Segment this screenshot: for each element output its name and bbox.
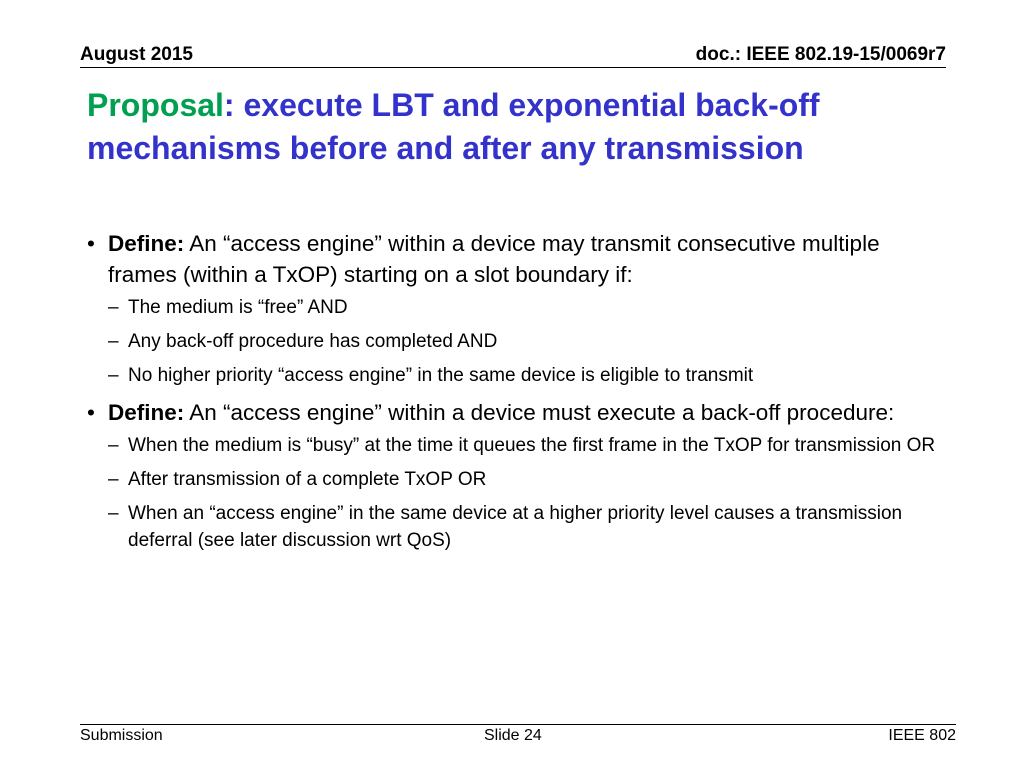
footer-divider: [80, 724, 956, 725]
footer-org: IEEE 802: [888, 727, 956, 744]
sub-bullet-text: No higher priority “access engine” in the same device is eligible to transmit: [128, 365, 754, 386]
dash-icon: –: [108, 503, 119, 524]
bullet-text: An “access engine” within a device may transmit consecutive multiple frames (within a TxOP) starting on a slot boundary if:: [108, 231, 880, 287]
header-doc-id: doc.: IEEE 802.19-15/0069r7: [695, 44, 946, 65]
slide-body: [87, 228, 947, 561]
bullet-dot-icon: •: [87, 400, 95, 425]
sub-bullet: [87, 466, 947, 493]
dash-icon: –: [108, 297, 119, 318]
bullet-define-transmit: [87, 228, 947, 290]
bullet-dot-icon: •: [87, 231, 95, 256]
sub-bullet: [87, 294, 947, 321]
bullet-label: Define:: [108, 400, 185, 425]
sub-bullet: [87, 432, 947, 459]
dash-icon: –: [108, 331, 119, 352]
bullet-label: Define:: [108, 231, 185, 256]
header-divider: [80, 67, 946, 68]
footer-submission: Submission: [80, 727, 163, 744]
sub-bullet: [87, 362, 947, 389]
dash-icon: –: [108, 469, 119, 490]
title-keyword: Proposal: [87, 87, 224, 123]
sub-bullet: [87, 328, 947, 355]
sub-bullet-text: After transmission of a complete TxOP OR: [128, 469, 487, 490]
sub-bullet: [87, 500, 947, 554]
header-date: August 2015: [80, 44, 193, 65]
footer-slide-number: Slide 24: [484, 727, 542, 744]
sub-bullet-text: Any back-off procedure has completed AND: [128, 331, 498, 352]
sub-bullet-text: When an “access engine” in the same device at a higher priority level causes a transmission deferral (see later discussion wrt QoS): [128, 503, 903, 551]
sub-bullet-text: The medium is “free” AND: [128, 297, 348, 318]
dash-icon: –: [108, 365, 119, 386]
slide-title: [87, 84, 957, 170]
sub-bullet-text: When the medium is “busy” at the time it queues the first frame in the TxOP for transmission OR: [128, 435, 936, 456]
dash-icon: –: [108, 435, 119, 456]
title-text: : execute LBT and exponential back-off mechanisms before and after any transmission: [87, 87, 820, 166]
bullet-text: An “access engine” within a device must execute a back-off procedure:: [184, 400, 895, 425]
bullet-define-backoff: [87, 397, 947, 428]
